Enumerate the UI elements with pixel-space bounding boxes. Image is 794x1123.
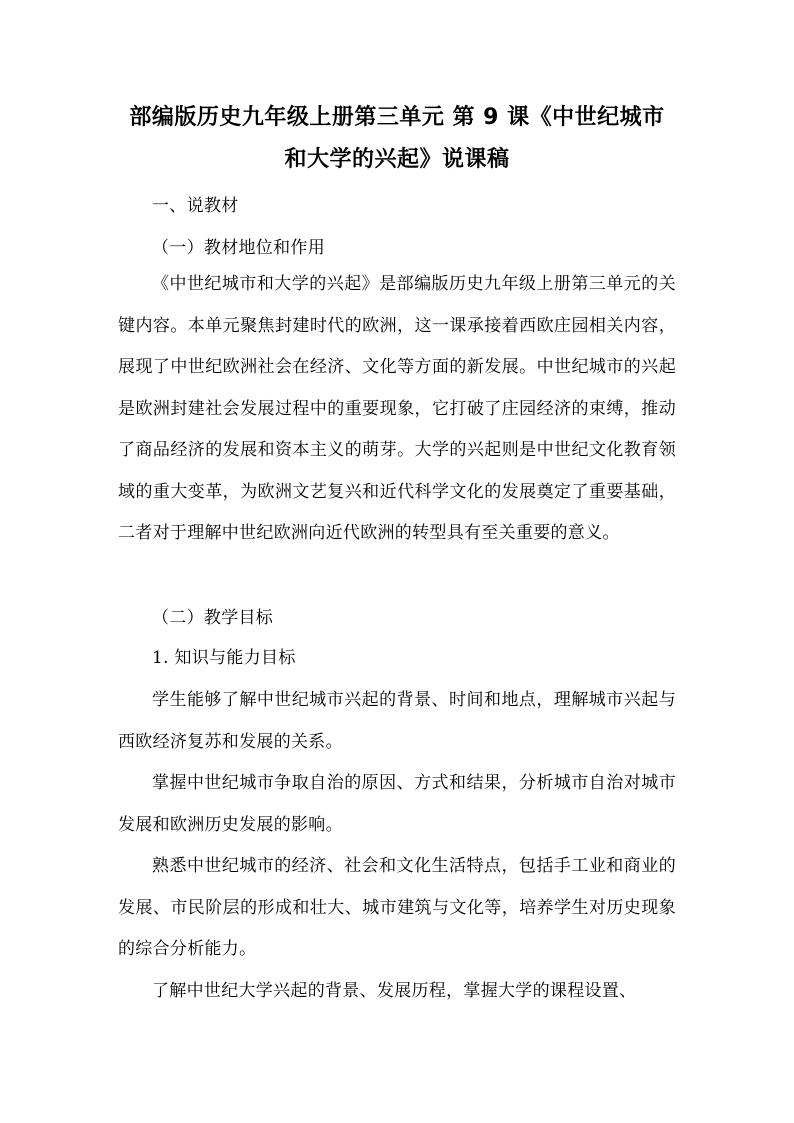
document-title-line-2: 和大学的兴起》说课稿 [284, 147, 510, 172]
subsection-heading-teaching-goals: （二）教学目标 [152, 608, 274, 628]
subsection-heading-status-and-role: （一）教材地位和作用 [152, 238, 325, 258]
paragraph-goal-city-life: 熟悉中世纪城市的经济、社会和文化生活特点，包括手工业和商业的发展、市民阶层的形成和壮大、城市建筑与文化等，培养学生对历史现象的综合分析能力。 [118, 856, 676, 959]
goal-heading-knowledge-ability: 1. 知识与能力目标 [152, 648, 296, 668]
document-title-line-1: 部编版历史九年级上册第三单元 第 9 课《中世纪城市 [129, 105, 665, 130]
paragraph-goal-city-autonomy: 掌握中世纪城市争取自治的原因、方式和结果，分析城市自治对城市发展和欧洲历史发展的影响。 [118, 773, 676, 835]
paragraph-status-and-role: 《中世纪城市和大学的兴起》是部编版历史九年级上册第三单元的关键内容。本单元聚焦封建时代的欧洲，这一课承接着西欧庄园相关内容，展现了中世纪欧洲社会在经济、文化等方面的新发展。中世纪城市的兴起是欧洲封建社会发展过程中的重要现象，它打破了庄园经济的束缚，推动了商品经济的发展和资本主义的萌芽。大学的兴起则是中世纪文化教育领域的重大变革，为欧洲文艺复兴和近代科学文化的发展奠定了重要基础，二者对于理解中世纪欧洲向近代欧洲的转型具有至关重要的意义。 [118, 274, 676, 543]
paragraph-goal-university-rise: 了解中世纪大学兴起的背景、发展历程，掌握大学的课程设置、 [152, 981, 637, 1001]
section-heading-teaching-material: 一、说教材 [152, 196, 239, 216]
paragraph-goal-city-rise: 学生能够了解中世纪城市兴起的背景、时间和地点，理解城市兴起与西欧经济复苏和发展的关系。 [118, 690, 676, 752]
